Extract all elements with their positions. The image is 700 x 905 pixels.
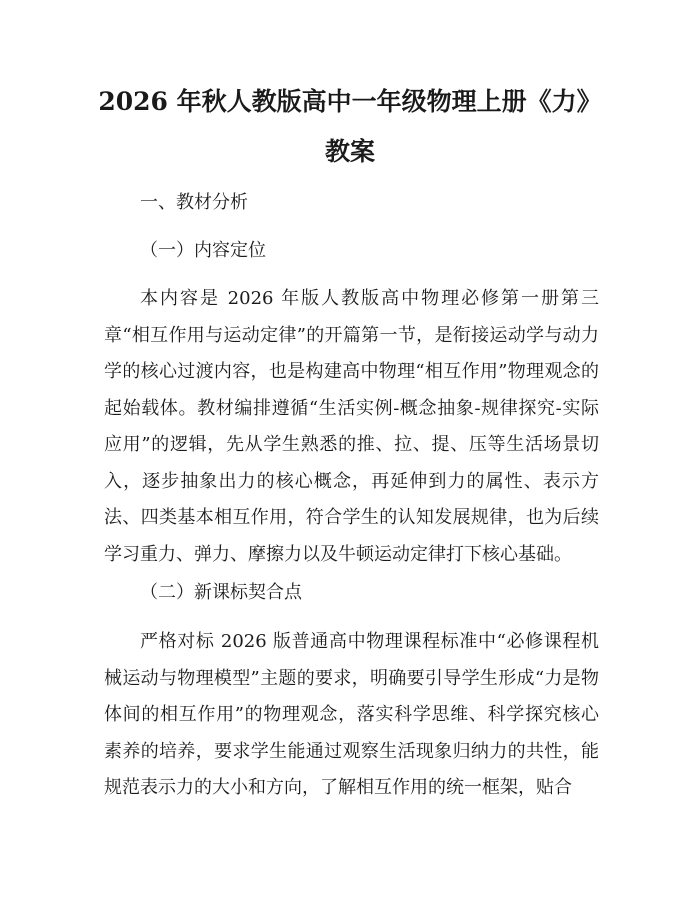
paragraph-content-positioning: 本内容是 2026 年版人教版高中物理必修第一册第三章“相互作用与运动定律”的开篇第一节，是衔接运动学与动力学的核心过渡内容，也是构建高中物理“相互作用”物理观念的起始载体。教材编排遵循“生活实例-概念抽象-规律探究-实际应用”的逻辑，先从学生熟悉的推、拉、提、压等生活场景切入，逐步抽象出力的核心概念，再延伸到力的属性、表示方法、四类基本相互作用，符合学生的认知发展规律，也为后续学习重力、弹力、摩擦力以及牛顿运动定律打下核心基础。 — [104, 288, 599, 565]
subsection-heading-content-positioning: （一）内容定位 — [140, 240, 266, 261]
document-title-line-1: 2026 年秋人教版高中一年级物理上册《力》 — [98, 87, 602, 116]
document-title-line-2: 教案 — [324, 137, 375, 166]
subsection-heading-curriculum-alignment: （二）新课标契合点 — [140, 582, 302, 603]
paragraph-curriculum-alignment: 严格对标 2026 版普通高中物理课程标准中“必修课程机械运动与物理模型”主题的要求，明确要引导学生形成“力是物体间的相互作用”的物理观念，落实科学思维、科学探究核心素养的培养，要求学生能通过观察生活现象归纳力的共性，能规范表示力的大小和方向，了解相互作用的统一框架，贴合 — [104, 631, 599, 798]
section-heading-teaching-material-analysis: 一、教材分析 — [140, 192, 248, 213]
